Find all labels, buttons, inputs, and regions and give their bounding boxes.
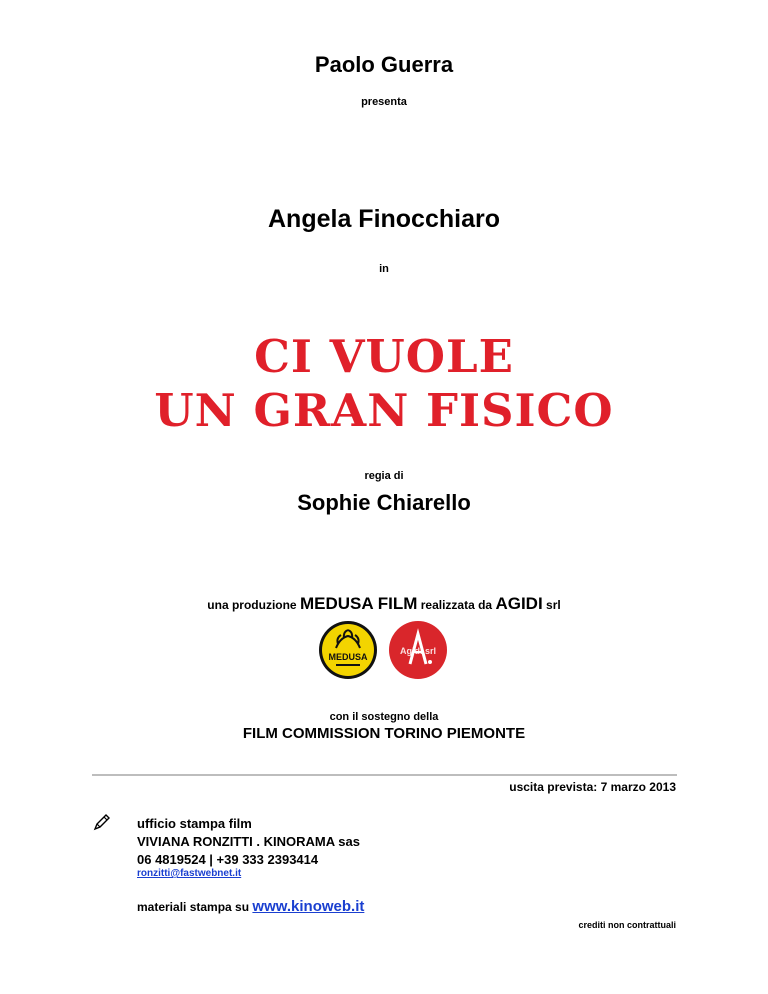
disclaimer: crediti non contrattuali [578, 920, 676, 930]
presenta-label: presenta [361, 96, 407, 108]
medusa-logo [318, 620, 378, 680]
production-prefix: una produzione [207, 598, 297, 612]
press-phones: 06 4819524 | +39 333 2393414 [137, 852, 319, 867]
actor-name: Angela Finocchiaro [268, 205, 500, 233]
production-company: MEDUSA FILM [299, 594, 418, 613]
production-logos [318, 620, 458, 680]
press-email-link[interactable]: ronzitti@fastwebnet.it [137, 868, 242, 879]
production-middle: realizzata da [420, 598, 493, 612]
press-office-block [137, 815, 360, 869]
release-date: uscita prevista: 7 marzo 2013 [509, 780, 676, 794]
press-office-label: ufficio stampa film [137, 816, 252, 831]
director-name: Sophie Chiarello [297, 490, 471, 515]
press-materials-label: materiali stampa su [137, 900, 250, 914]
press-materials [137, 898, 364, 915]
divider-line [92, 774, 677, 776]
agidi-logo [388, 620, 448, 680]
in-label: in [379, 263, 389, 275]
production-credit [0, 594, 768, 614]
svg-text:Agidi srl: Agidi srl [399, 646, 437, 656]
pencil-icon [92, 812, 112, 832]
film-title-line-1: CI VUOLE [254, 330, 514, 383]
producer-name: Paolo Guerra [314, 52, 454, 77]
kinoweb-link[interactable]: www.kinoweb.it [252, 898, 365, 915]
production-suffix: srl [546, 598, 561, 612]
support-label: con il sostegno della [329, 711, 439, 723]
film-commission-name: FILM COMMISSION TORINO PIEMONTE [242, 725, 526, 742]
press-contact: VIVIANA RONZITTI . KINORAMA sas [137, 834, 360, 849]
svg-text:MEDUSA: MEDUSA [328, 652, 368, 662]
production-partner: AGIDI [495, 594, 543, 613]
film-title-line-2: UN GRAN FISICO [154, 384, 614, 437]
regia-label: regia di [364, 470, 404, 482]
